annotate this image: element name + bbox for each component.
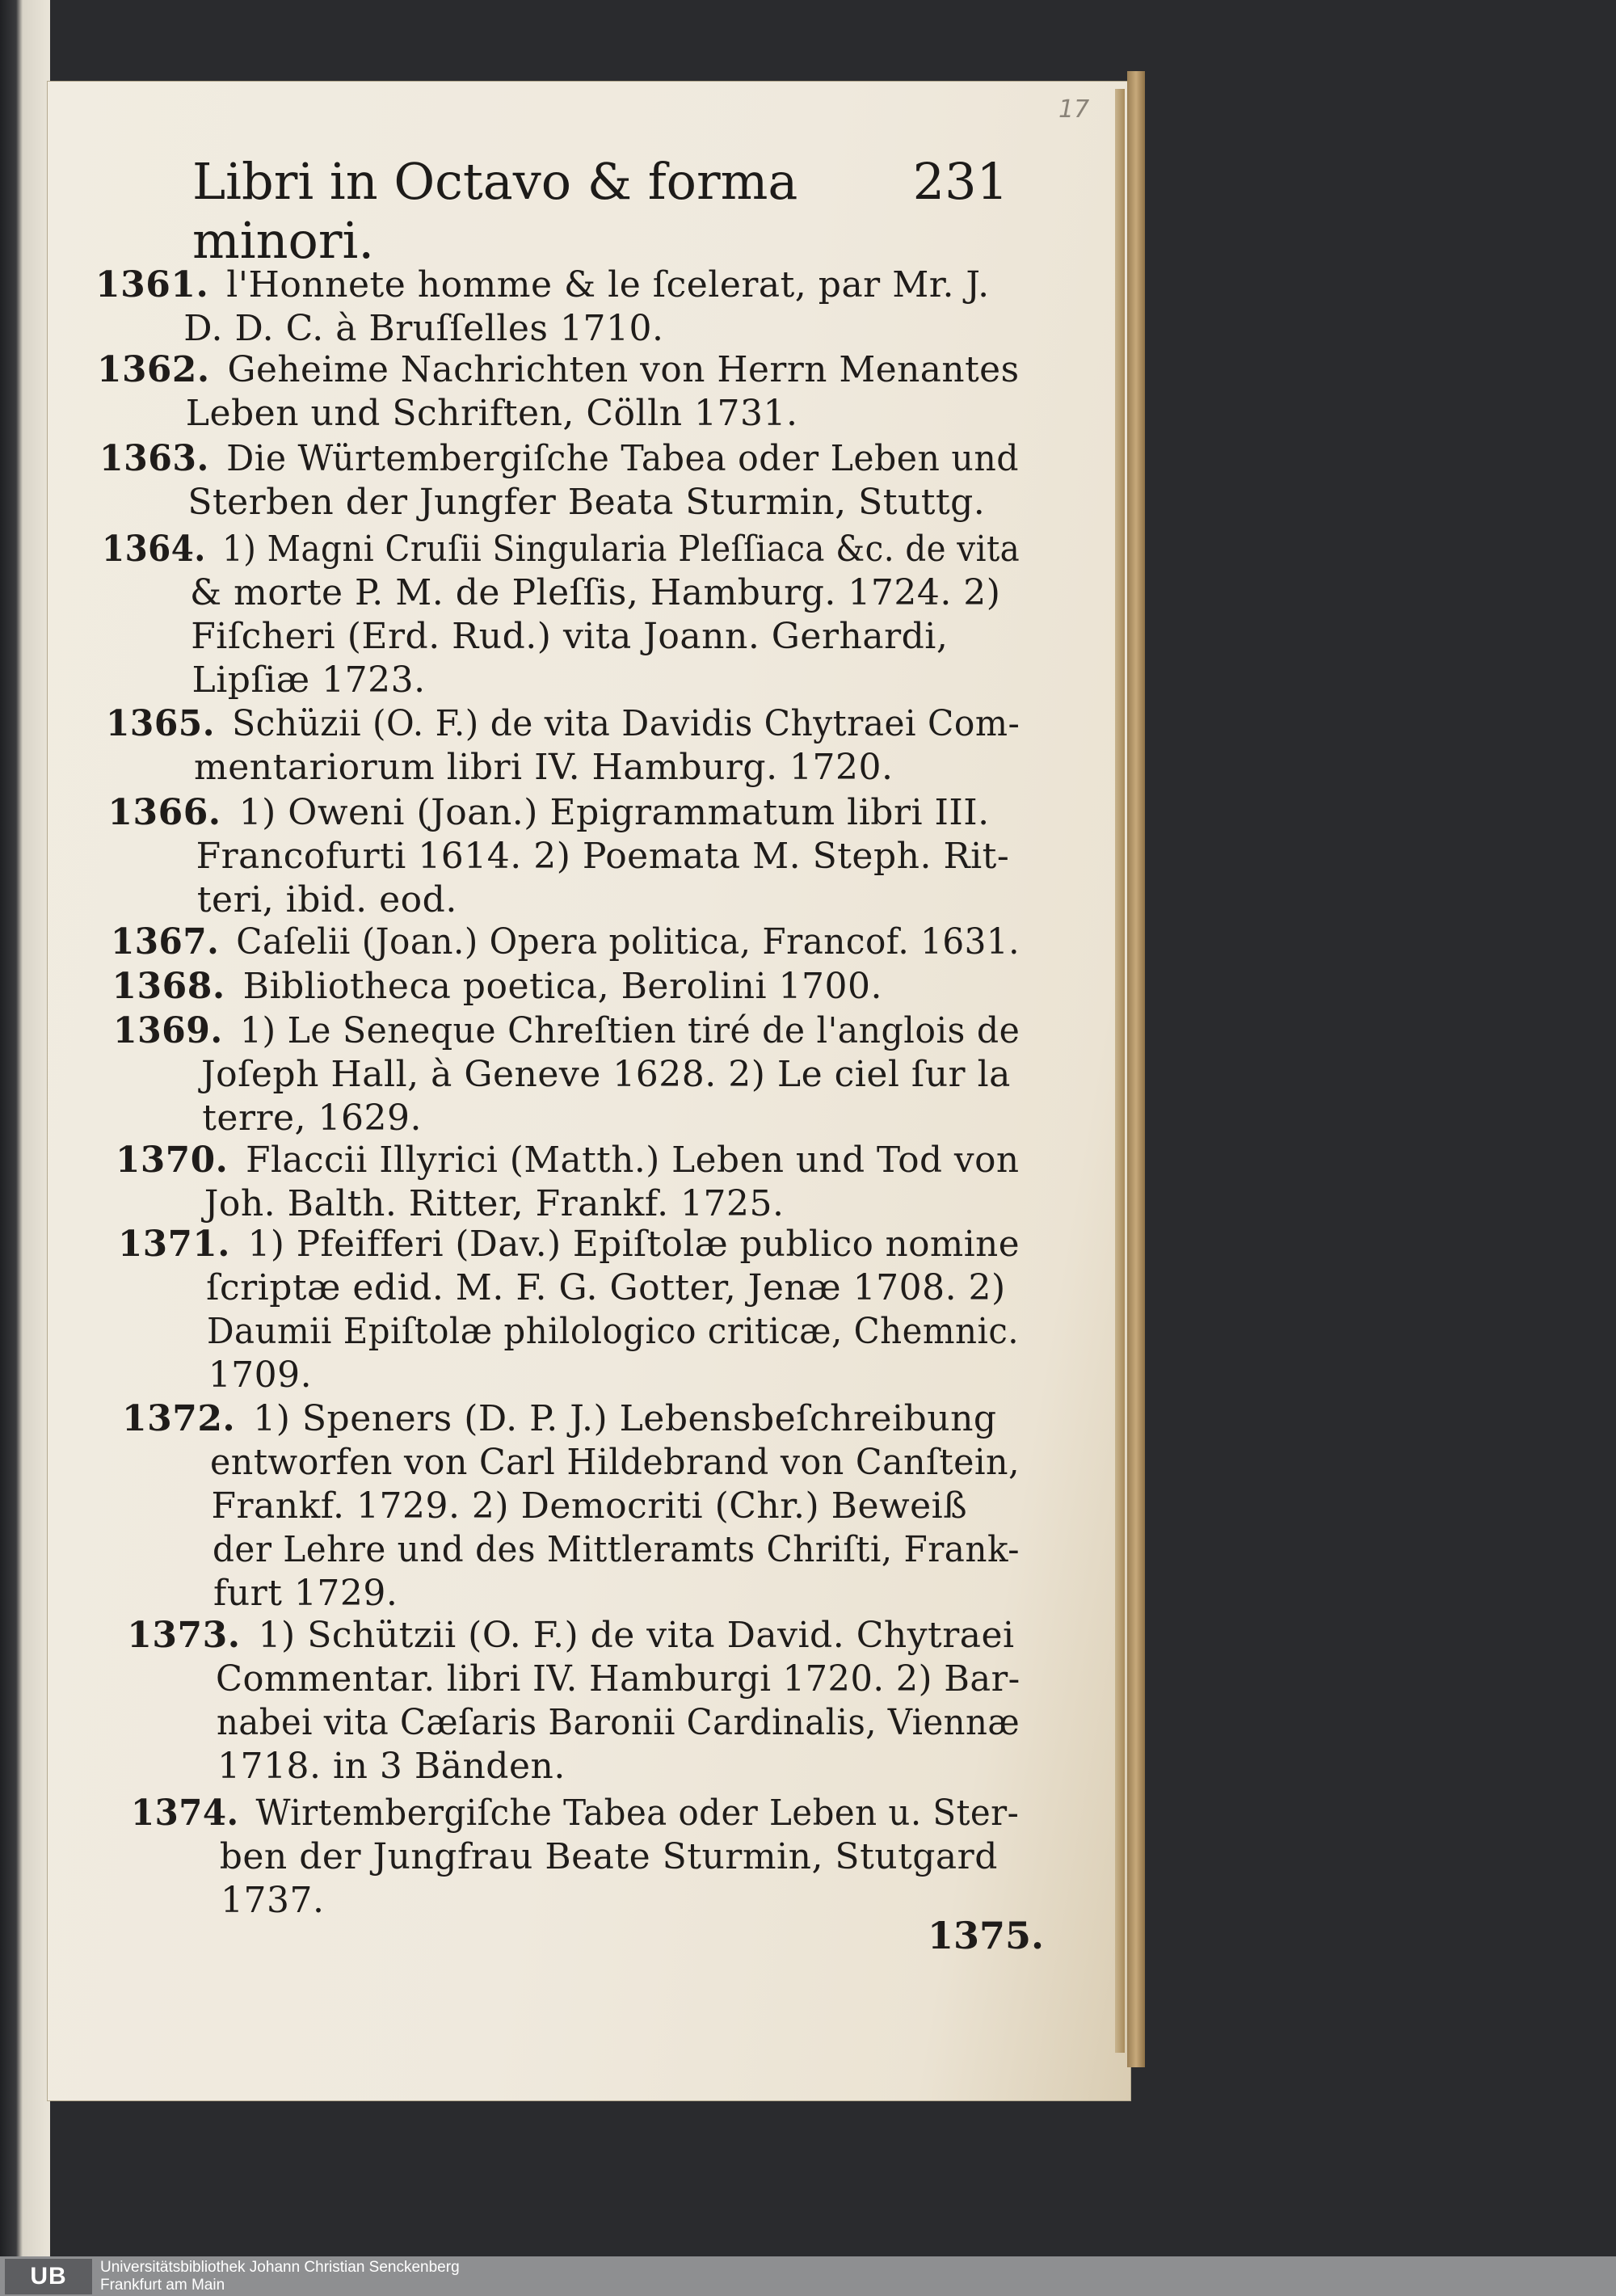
entry-continuation-line [202,1096,422,1141]
entry-number: 1365. [105,703,215,744]
entry-first-line [118,1222,1020,1267]
entry-text: 1) Oweni (Joan.) Epigrammatum libri III. [238,792,990,833]
entry-first-line [107,790,989,836]
entry-continuation-line [186,391,798,436]
entry-text: Lipſiæ 1723. [191,659,426,701]
entry-first-line [113,1009,1020,1054]
pencil-folio-mark: 17 [1058,95,1090,124]
entry-continuation-line [191,658,425,703]
entry-continuation-line [191,614,948,659]
entry-continuation-line [197,878,457,923]
footer-text [100,2259,460,2294]
entry-text: Flaccii Illyrici (Matth.) Leben und Tod von [246,1140,1020,1181]
entry-text: Die Würtembergiſche Tabea oder Leben und [226,438,1020,479]
entry-continuation-line [201,1052,1011,1097]
entry-continuation-line [213,1571,398,1616]
entry-text: teri, ibid. eod. [196,879,457,921]
entry-number: 1374. [131,1793,239,1834]
entry-continuation-line [190,571,1001,616]
entry-text: l'Honnete homme & le ſcelerat, par Mr. J. [226,264,990,305]
entry-number: 1368. [112,966,225,1007]
entry-number: 1371. [117,1224,230,1265]
entry-number: 1372. [121,1398,236,1439]
entry-text: Daumii Epiſtolæ philologico criticæ, Chemnic. [207,1311,1020,1352]
entry-text: mentariorum libri IV. Hamburg. 1720. [194,747,894,788]
entry-text: Frankf. 1729. 2) Democriti (Chr.) Beweiß [211,1485,968,1527]
entry-text: Fiſcheri (Erd. Rud.) vita Joann. Gerhardi, [191,616,949,657]
entry-text: ſcriptæ edid. M. F. G. Gotter, Jenæ 1708. 2) [206,1267,1006,1308]
entry-text: 1) Le Seneque Chreſtien tiré de l'anglois de [239,1010,1020,1051]
entry-first-line [127,1613,1014,1658]
entry-text: Wirtembergiſche Tabea oder Leben u. Ster- [255,1793,1020,1834]
entry-number: 1369. [112,1010,223,1051]
entry-first-line [131,1791,1019,1836]
entry-continuation-line [196,834,1010,879]
entry-first-line [97,348,1020,393]
entry-number: 1362. [97,349,211,390]
entry-text: Leben und Schriften, Cölln 1731. [185,393,798,434]
entry-text: Bibliotheca poetica, Berolini 1700. [242,966,882,1007]
page-number: 231 [912,152,1008,211]
entry-first-line [111,920,1020,965]
entry-number: 1366. [107,792,221,833]
footer-bar [0,2256,1616,2296]
entry-text: 1737. [220,1880,325,1921]
entry-text: Commentar. libri IV. Hamburgi 1720. 2) Bar- [215,1658,1021,1700]
entry-continuation-line [212,1484,968,1529]
entry-first-line [112,964,882,1009]
entry-text: Geheime Nachrichten von Herrn Menantes [227,349,1021,390]
entry-text: Schüzii (O. F.) de vita Davidis Chytraei Com- [231,703,1020,744]
entry-number: 1373. [127,1615,241,1656]
footer-location: Frankfurt am Main [100,2276,225,2294]
entry-first-line [106,701,1020,747]
entry-text: furt 1729. [213,1573,398,1614]
entry-text: Joh. Balth. Ritter, Frankf. 1725. [204,1183,785,1224]
footer-institution: Universitätsbibliothek Johann Christian Senckenberg [100,2258,460,2276]
entry-first-line [102,527,1020,572]
entry-text: Joſeph Hall, à Geneve 1628. 2) Le ciel ſur la [200,1054,1011,1095]
entry-text: D. D. C. à Bruſſelles 1710. [183,308,664,349]
entry-number: 1367. [111,921,220,963]
entry-text: 1) Pfeifferi (Dav.) Epiſtolæ publico nomine [247,1224,1020,1265]
entry-text: Caſelii (Joan.) Opera politica, Francof. 1631. [236,921,1021,963]
entry-first-line [116,1138,1020,1183]
entry-continuation-line [216,1657,1021,1702]
entry-first-line [99,436,1019,482]
entry-text: 1709. [208,1354,313,1396]
entry-first-line [122,1397,997,1442]
entry-text: terre, 1629. [202,1097,422,1139]
entry-continuation-line [210,1440,1020,1485]
entry-text: & morte P. M. de Pleſſis, Hamburg. 1724. 2) [189,572,1001,613]
entry-text: 1) Magni Cruſii Singularia Pleſſiaca &c. de vita [221,529,1020,570]
entry-text: Francofurti 1614. 2) Poemata M. Steph. Rit- [196,836,1010,877]
entry-number: 1370. [116,1140,229,1181]
entry-number: 1363. [99,438,209,479]
entry-continuation-line [183,306,663,352]
entry-text: nabei vita Cæſaris Baronii Cardinalis, Viennæ [216,1702,1020,1743]
library-logo: UB [5,2259,92,2294]
running-head-title: Libri in Octavo & forma minori. [192,152,798,270]
entry-text: der Lehre und des Mittleramts Chriſti, Frank- [212,1529,1020,1570]
entry-continuation-line [217,1700,1020,1746]
entry-text: entworfen von Carl Hildebrand von Canſtein, [210,1442,1021,1483]
entry-continuation-line [204,1182,785,1227]
entry-continuation-line [207,1309,1019,1354]
entry-continuation-line [213,1527,1020,1573]
entry-continuation-line [194,745,894,790]
entry-continuation-line [217,1744,566,1789]
entry-text: 1) Schützii (O. F.) de vita David. Chytraei [258,1615,1015,1656]
entry-continuation-line [220,1835,998,1880]
entry-number: 1364. [101,529,206,570]
entry-text: ben der Jungfrau Beate Sturmin, Stutgard [219,1836,998,1877]
entry-number: 1361. [95,264,209,305]
entry-continuation-line [206,1266,1006,1311]
entry-continuation-line [187,480,985,525]
entry-continuation-line [208,1353,312,1398]
catchword: 1375. [928,1914,1045,1957]
entry-text: 1) Speners (D. P. J.) Lebensbeſchreibung [253,1398,997,1439]
entry-first-line [95,263,990,308]
entry-text: 1718. in 3 Bänden. [217,1746,566,1787]
entry-continuation-line [221,1878,324,1923]
entry-text: Sterben der Jungfer Beata Sturmin, Stuttg. [187,482,986,523]
